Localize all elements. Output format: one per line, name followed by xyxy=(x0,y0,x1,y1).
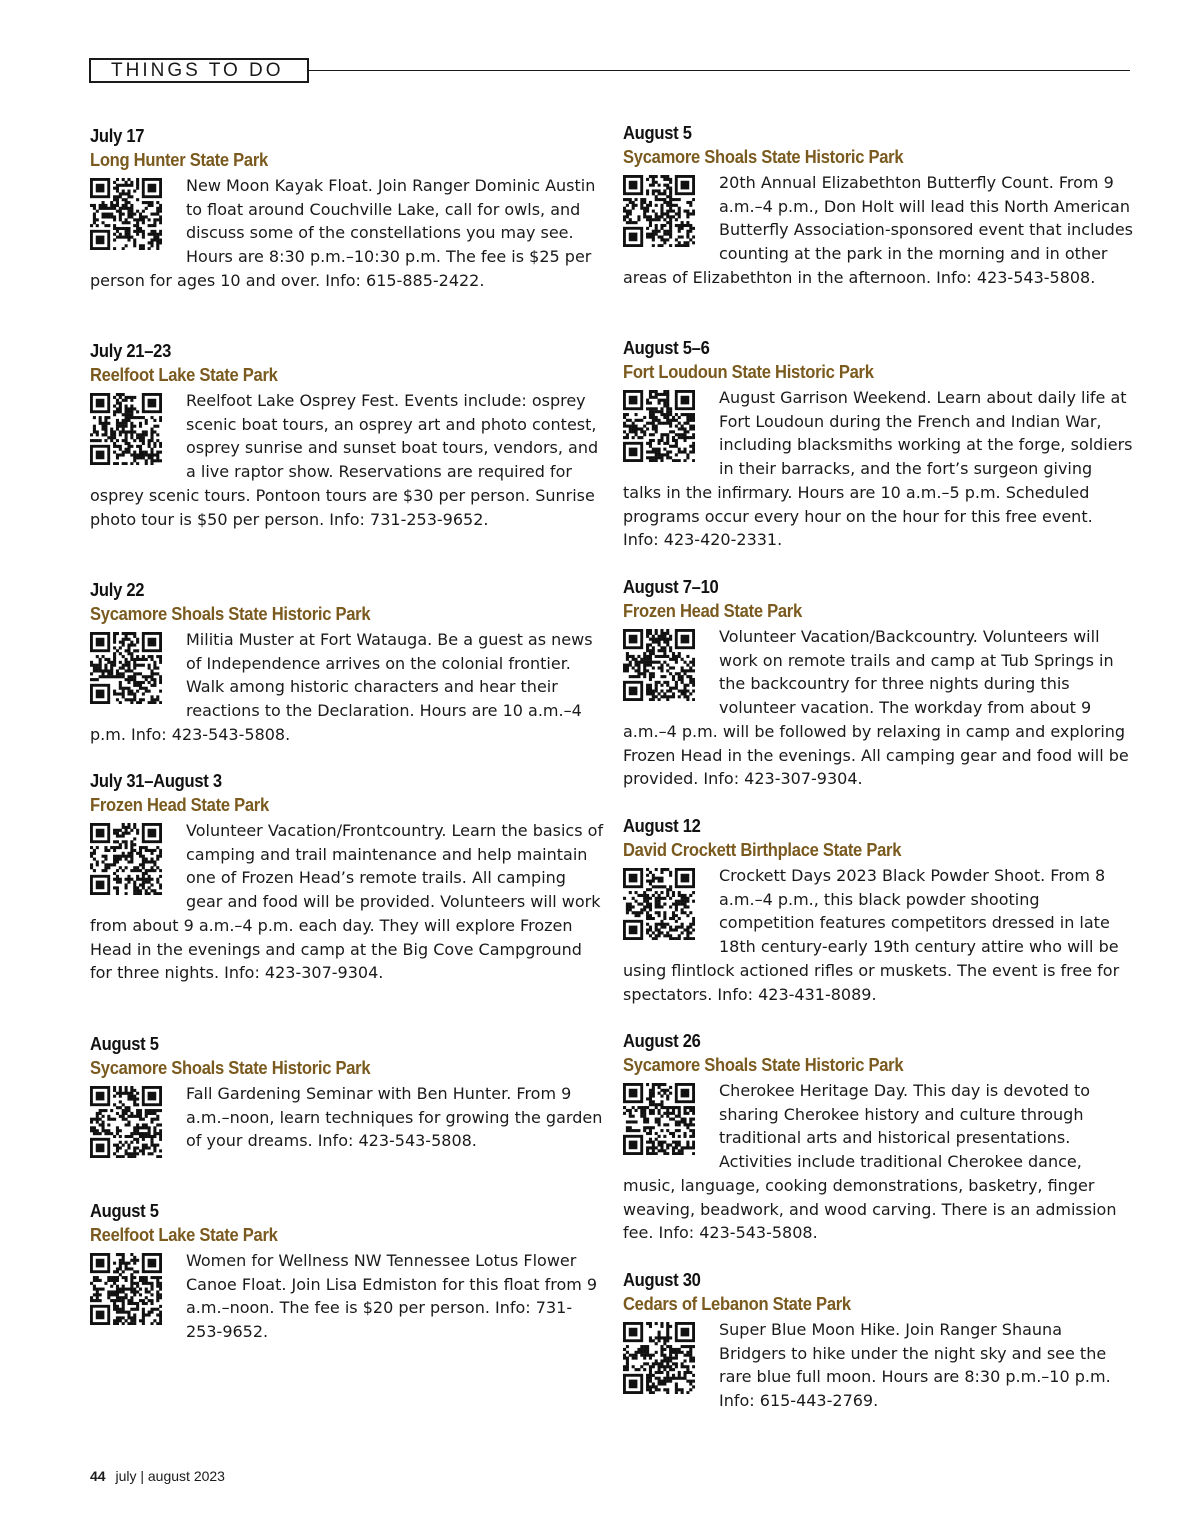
event-item xyxy=(623,1029,1133,1245)
event-date: July 22 xyxy=(90,580,145,600)
qr-code-icon[interactable] xyxy=(90,178,162,250)
event-park: Sycamore Shoals State Historic Park xyxy=(90,1058,371,1078)
event-date: July 31–August 3 xyxy=(90,771,222,791)
event-item xyxy=(623,1268,1133,1413)
event-item xyxy=(623,814,1133,1006)
event-description: 20th Annual Elizabethton Butterfly Count. From 9 a.m.–4 p.m., Don Holt will lead this North American Butterfly Association-sponsored event that includes counting at the park in the morning and in other areas of Elizabethton in the afternoon. Info: 423-543-5808. xyxy=(623,173,1133,287)
qr-code-icon[interactable] xyxy=(90,823,162,895)
qr-code-icon[interactable] xyxy=(90,393,162,465)
qr-code-icon[interactable] xyxy=(623,1083,695,1155)
event-item xyxy=(90,339,605,531)
event-park: Sycamore Shoals State Historic Park xyxy=(623,1055,904,1075)
event-date: August 12 xyxy=(623,816,701,836)
header-rule xyxy=(309,70,1130,71)
page-number: 44 xyxy=(90,1468,106,1484)
qr-code-icon[interactable] xyxy=(90,1253,162,1325)
event-park: Frozen Head State Park xyxy=(90,795,269,815)
event-item xyxy=(90,1199,605,1344)
event-park: Reelfoot Lake State Park xyxy=(90,365,278,385)
event-item xyxy=(623,575,1133,791)
event-description: August Garrison Weekend. Learn about daily life at Fort Loudoun during the French and Indian War, including blacksmiths working at the forge, soldiers in their barracks, and the fort’s surgeon giving talks in the infirmary. Hours are 10 a.m.–5 p.m. Scheduled programs occur every hour on the hour for this free event. Info: 423-420-2331. xyxy=(623,388,1133,550)
event-description: Militia Muster at Fort Watauga. Be a guest as news of Independence arrives on the colonial frontier. Walk among historic characters and hear their reactions to the Declaration. Hours are 10 a.m.–4 p.m. Info: 423-543-5808. xyxy=(90,630,593,744)
event-date: August 5 xyxy=(90,1201,159,1221)
qr-code-icon[interactable] xyxy=(90,632,162,704)
event-description: Women for Wellness NW Tennessee Lotus Flower Canoe Float. Join Lisa Edmiston for this float from 9 a.m.–noon. The fee is $20 per person. Info: 731-253-9652. xyxy=(186,1251,598,1342)
event-park: Fort Loudoun State Historic Park xyxy=(623,362,874,382)
event-park: Reelfoot Lake State Park xyxy=(90,1225,278,1245)
qr-code-icon[interactable] xyxy=(623,390,695,462)
event-park: Cedars of Lebanon State Park xyxy=(623,1294,851,1314)
event-date: August 7–10 xyxy=(623,577,719,597)
event-description: Reelfoot Lake Osprey Fest. Events include: osprey scenic boat tours, an osprey art and photo contest, osprey sunrise and sunset boat tours, vendors, and a live raptor show. Reservations are required for osprey scenic tours. Pontoon tours are $30 per person. Sunrise photo tour is $50 per person. Info: 731-253-9652. xyxy=(90,391,599,529)
event-date: August 5 xyxy=(90,1034,159,1054)
event-description: Super Blue Moon Hike. Join Ranger Shauna Bridgers to hike under the night sky and see the rare blue full moon. Hours are 8:30 p.m.–10 p.m. Info: 615-443-2769. xyxy=(719,1320,1111,1411)
event-description: Volunteer Vacation/Backcountry. Volunteers will work on remote trails and camp at Tub Springs in the backcountry for three nights during this volunteer vacation. The workday from about 9 a.m.–4 p.m. will be followed by relaxing in camp and exploring Frozen Head in the evenings. All camping gear and food will be provided. Info: 423-307-9304. xyxy=(623,627,1129,789)
event-park: Long Hunter State Park xyxy=(90,150,268,170)
issue-label: july | august 2023 xyxy=(115,1468,225,1484)
qr-code-icon[interactable] xyxy=(90,1086,162,1158)
event-date: July 17 xyxy=(90,126,145,146)
event-description: Fall Gardening Seminar with Ben Hunter. From 9 a.m.–noon, learn techniques for growing the garden of your dreams. Info: 423-543-5808. xyxy=(186,1084,603,1151)
event-description: Crockett Days 2023 Black Powder Shoot. From 8 a.m.–4 p.m., this black powder shooting competition features competitors dressed in late 18th century-early 19th century attire who will be using flintlock actioned rifles or muskets. The event is free for spectators. Info: 423-431-8089. xyxy=(623,866,1120,1004)
event-date: August 26 xyxy=(623,1031,701,1051)
section-title: THINGS TO DO xyxy=(89,58,309,83)
event-date: August 5 xyxy=(623,123,692,143)
event-item xyxy=(623,336,1133,552)
event-description: New Moon Kayak Float. Join Ranger Dominic Austin to float around Couchville Lake, call for owls, and discuss some of the constellations you may see. Hours are 8:30 p.m.–10:30 p.m. The fee is $25 per person for ages 10 and over. Info: 615-885-2422. xyxy=(90,176,596,290)
event-park: Sycamore Shoals State Historic Park xyxy=(623,147,904,167)
event-date: August 5–6 xyxy=(623,338,710,358)
event-item xyxy=(90,769,605,985)
event-park: Frozen Head State Park xyxy=(623,601,802,621)
event-item xyxy=(90,124,605,293)
event-date: August 30 xyxy=(623,1270,701,1290)
event-description: Cherokee Heritage Day. This day is devoted to sharing Cherokee history and culture through traditional arts and historical presentations. Activities include traditional Cherokee dance, music, language, cooking demonstrations, basketry, finger weaving, beadwork, and wood carving. There is an admission fee. Info: 423-543-5808. xyxy=(623,1081,1117,1243)
event-park: David Crockett Birthplace State Park xyxy=(623,840,902,860)
qr-code-icon[interactable] xyxy=(623,629,695,701)
event-item xyxy=(623,121,1133,290)
page-footer xyxy=(90,1468,225,1484)
qr-code-icon[interactable] xyxy=(623,175,695,247)
qr-code-icon[interactable] xyxy=(623,1322,695,1394)
qr-code-icon[interactable] xyxy=(623,868,695,940)
event-description: Volunteer Vacation/Frontcountry. Learn the basics of camping and trail maintenance and help maintain one of Frozen Head’s remote trails. All camping gear and food will be provided. Volunteers will work from about 9 a.m.–4 p.m. each day. They will explore Frozen Head in the evenings and camp at the Big Cove Campground for three nights. Info: 423-307-9304. xyxy=(90,821,604,983)
event-date: July 21–23 xyxy=(90,341,172,361)
event-park: Sycamore Shoals State Historic Park xyxy=(90,604,371,624)
event-item xyxy=(90,578,605,747)
event-item xyxy=(90,1032,605,1162)
